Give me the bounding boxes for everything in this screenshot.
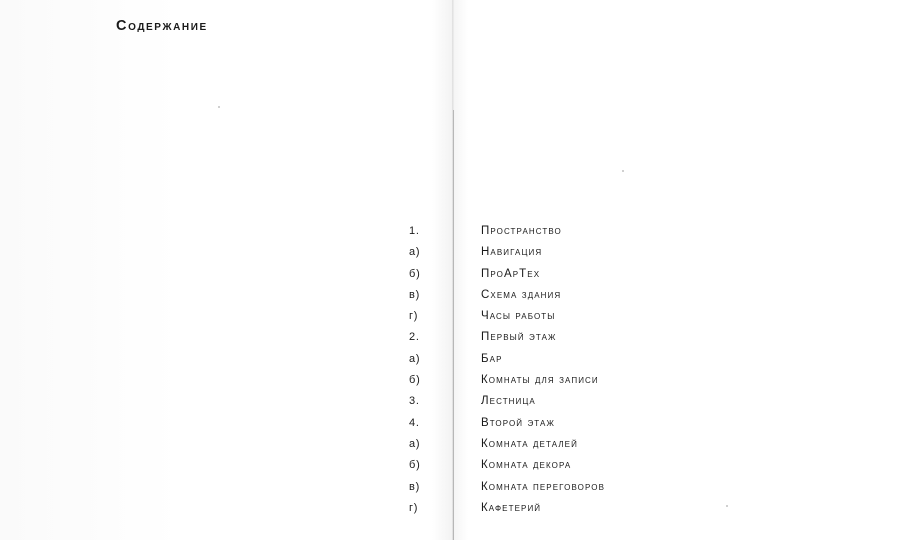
toc-label: Кафетерий — [481, 501, 542, 514]
toc-label: Бар — [481, 352, 503, 365]
toc-number: б) — [409, 459, 421, 472]
toc-number: в) — [409, 480, 421, 493]
toc-item — [395, 242, 605, 263]
toc-label: Навигация — [481, 246, 543, 259]
toc-item — [395, 413, 605, 434]
toc-item — [395, 498, 605, 519]
toc-label: Комнаты для записи — [481, 374, 599, 387]
toc-label: Комната декора — [481, 459, 572, 472]
toc-number: а) — [409, 246, 421, 259]
toc-label: Схема здания — [481, 288, 562, 301]
toc-number: а) — [409, 352, 421, 365]
page-title: Содержание — [116, 18, 208, 34]
toc-number: г) — [409, 501, 419, 514]
toc-item — [395, 434, 605, 455]
toc-number: б) — [409, 267, 421, 280]
toc-number: б) — [409, 374, 421, 387]
toc-number: 2. — [409, 331, 420, 344]
toc-number: 1. — [409, 225, 420, 237]
paper-speck — [218, 106, 220, 108]
paper-speck — [622, 170, 624, 172]
toc-label: Часы работы — [481, 310, 556, 323]
toc-label: Лестница — [481, 395, 536, 408]
toc-item — [395, 264, 605, 285]
toc-number: 3. — [409, 395, 420, 408]
toc-item — [395, 370, 605, 391]
toc-number: в) — [409, 288, 421, 301]
toc-item — [395, 349, 605, 370]
toc-item — [395, 477, 605, 498]
toc-item — [395, 306, 605, 327]
toc-item — [395, 285, 605, 306]
toc-label: Второй этаж — [481, 416, 555, 429]
paper-speck — [726, 505, 728, 507]
toc-item — [395, 327, 605, 348]
toc-label: Комната переговоров — [481, 480, 606, 493]
toc-item — [395, 221, 605, 242]
toc-label: Комната деталей — [481, 437, 578, 450]
table-of-contents — [395, 221, 605, 519]
toc-item — [395, 391, 605, 412]
toc-number: г) — [409, 310, 419, 323]
toc-label: Первый этаж — [481, 331, 557, 344]
toc-item — [395, 455, 605, 476]
toc-label: ПроАрТех — [481, 267, 541, 280]
toc-number: а) — [409, 437, 421, 450]
toc-number: 4. — [409, 416, 420, 429]
toc-label: Пространство — [481, 225, 562, 237]
